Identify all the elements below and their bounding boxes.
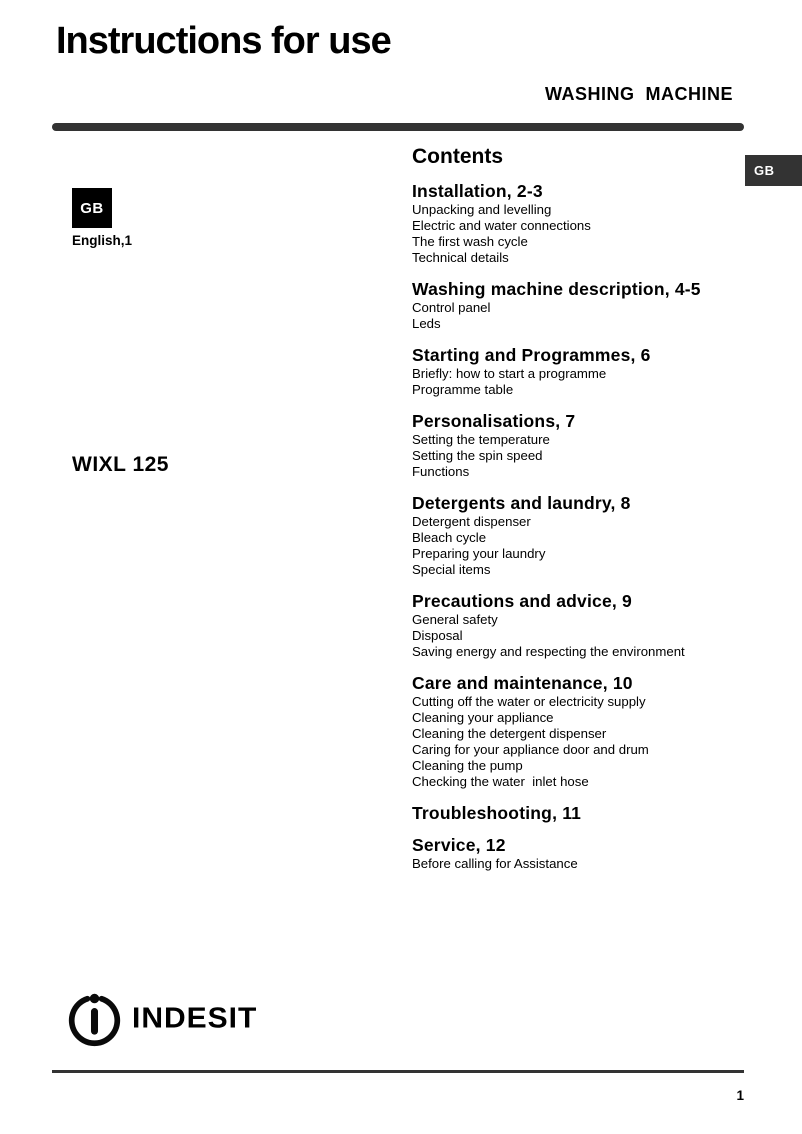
toc-item: Special items xyxy=(412,562,491,577)
contents-heading: Contents xyxy=(412,145,503,168)
toc-section-title: Troubleshooting, 11 xyxy=(412,803,582,823)
toc-item: Setting the spin speed xyxy=(412,448,543,463)
header-rule xyxy=(52,123,744,131)
brand-logo xyxy=(66,990,257,1047)
toc-section xyxy=(412,674,752,790)
toc-item: General safety xyxy=(412,612,498,627)
toc-section-title: Detergents and laundry, 8 xyxy=(412,493,631,513)
toc-item: Setting the temperature xyxy=(412,432,550,447)
toc-item: Checking the water inlet hose xyxy=(412,774,589,789)
toc-item: Functions xyxy=(412,464,470,479)
indesit-i-icon xyxy=(66,990,123,1047)
language-badge-label: GB xyxy=(80,199,104,217)
page-number: 1 xyxy=(736,1088,744,1103)
toc-section xyxy=(412,182,752,266)
toc-item: Before calling for Assistance xyxy=(412,856,578,871)
contents-sections xyxy=(412,182,752,872)
toc-item: Control panel xyxy=(412,300,491,315)
toc-item: Detergent dispenser xyxy=(412,514,531,529)
toc-section-title: Starting and Programmes, 6 xyxy=(412,345,651,365)
language-side-tab xyxy=(745,155,802,186)
toc-item: The first wash cycle xyxy=(412,234,528,249)
toc-item: Cleaning the detergent dispenser xyxy=(412,726,607,741)
toc-section-title: Service, 12 xyxy=(412,835,506,855)
toc-section-title: Precautions and advice, 9 xyxy=(412,591,632,611)
toc-item: Unpacking and levelling xyxy=(412,202,552,217)
toc-item: Cutting off the water or electricity supply xyxy=(412,694,646,709)
toc-section-title: Personalisations, 7 xyxy=(412,411,576,431)
toc-section-title: Washing machine description, 4-5 xyxy=(412,279,701,299)
toc-item: Programme table xyxy=(412,382,514,397)
toc-section xyxy=(412,494,752,578)
toc-section xyxy=(412,280,752,332)
toc-item: Preparing your laundry xyxy=(412,546,546,561)
appliance-type-label: WASHING MACHINE xyxy=(545,84,733,104)
toc-item: Leds xyxy=(412,316,441,331)
model-number: WIXL 125 xyxy=(72,453,169,476)
toc-item: Briefly: how to start a programme xyxy=(412,366,607,381)
toc-item: Saving energy and respecting the environment xyxy=(412,644,685,659)
toc-item: Disposal xyxy=(412,628,463,643)
toc-item: Bleach cycle xyxy=(412,530,487,545)
toc-section xyxy=(412,412,752,480)
toc-section xyxy=(412,804,752,822)
brand-wordmark: INDESIT xyxy=(132,1002,258,1034)
toc-section-title: Care and maintenance, 10 xyxy=(412,673,633,693)
toc-item: Electric and water connections xyxy=(412,218,591,233)
toc-item: Cleaning your appliance xyxy=(412,710,554,725)
side-tab-label: GB xyxy=(754,163,775,178)
toc-section xyxy=(412,346,752,398)
page-title: Instructions for use xyxy=(56,20,391,62)
toc-item: Caring for your appliance door and drum xyxy=(412,742,649,757)
language-badge xyxy=(72,188,112,228)
language-label: English,1 xyxy=(72,233,133,248)
toc-section xyxy=(412,836,752,872)
footer-rule xyxy=(52,1070,744,1073)
toc-section xyxy=(412,592,752,660)
toc-item: Technical details xyxy=(412,250,509,265)
toc-item: Cleaning the pump xyxy=(412,758,523,773)
table-of-contents xyxy=(412,146,752,872)
toc-section-title: Installation, 2-3 xyxy=(412,181,543,201)
